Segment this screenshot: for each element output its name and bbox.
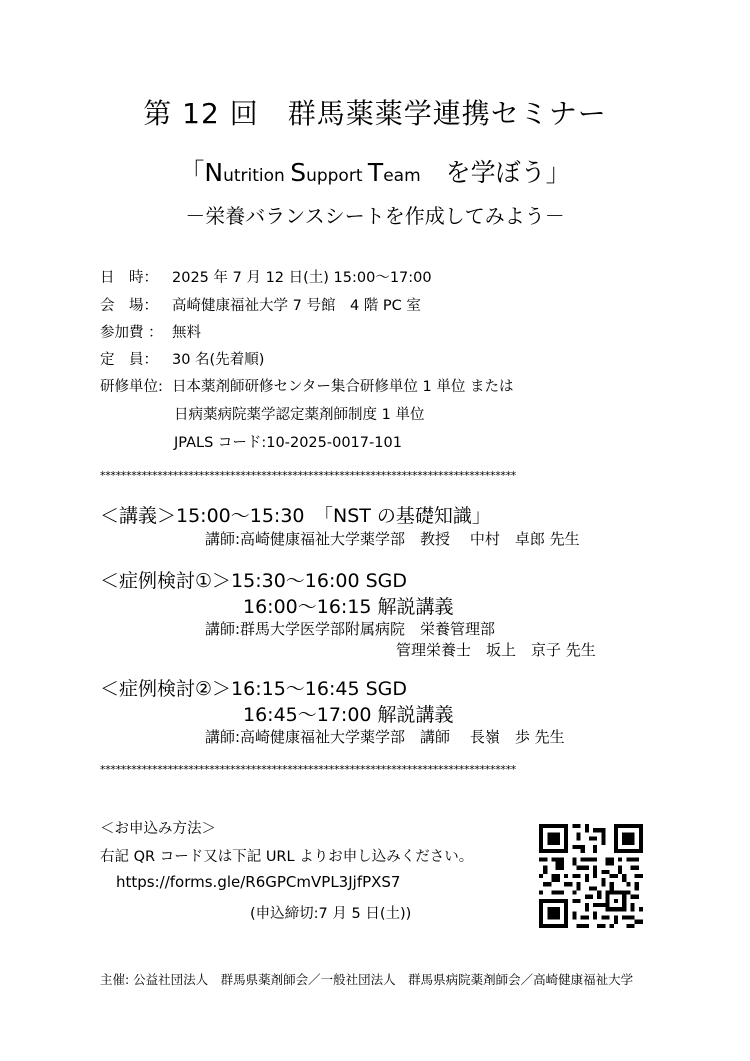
apply-instruction: 右記 QR コード又は下記 URL よりお申し込みください。 xyxy=(100,849,474,865)
venue-label: 会 場： xyxy=(100,298,158,314)
info-capacity-row xyxy=(100,348,264,369)
credit-line-2: 日病薬病院薬学認定薬剤師制度 1 単位 xyxy=(174,407,425,423)
credit-line-1: 日本薬剤師研修センター集合研修単位 1 単位 または xyxy=(172,379,514,395)
subtitle-word-nutrition-rest: utrition xyxy=(223,166,291,186)
subtitle-word-team-rest: eam xyxy=(383,166,421,186)
page-title: 第 12 回 群馬薬薬学連携セミナー xyxy=(143,97,607,130)
session-case1-lecturer-1: 講師:群馬大学医学部附属病院 栄養管理部 xyxy=(205,620,496,638)
qr-code-icon[interactable] xyxy=(539,824,643,928)
session-lecture-lecturer: 講師:高崎健康福祉大学薬学部 教授 中村 卓郎 先生 xyxy=(205,530,580,548)
venue-value: 高崎健康福祉大学 7 号館 4 階 PC 室 xyxy=(172,298,421,314)
session-case1-line1: ＜症例検討①＞15:30～16:00 SGD xyxy=(100,570,407,592)
info-date-row xyxy=(100,266,432,287)
session-case1-line2: 16:00～16:15 解説講義 xyxy=(243,596,454,618)
session-case2-line2: 16:45～17:00 解説講義 xyxy=(243,704,454,726)
session-lecture: ＜講義＞15:00～15:30 「NST の基礎知識」 xyxy=(100,505,491,527)
fee-value: 無料 xyxy=(172,325,201,341)
info-fee-row xyxy=(100,321,201,342)
credit-label: 研修単位: xyxy=(100,379,163,395)
capacity-label: 定 員： xyxy=(100,352,158,368)
apply-deadline: (申込締切:7 月 5 日(土)) xyxy=(250,906,412,922)
subtitle-word-support-initial: S xyxy=(290,158,307,187)
separator-bottom: ******************************************************************************** xyxy=(100,763,517,776)
subtitle-open-bracket: 「 xyxy=(179,158,205,187)
credit-line-3: JPALS コード:10-2025-0017-101 xyxy=(174,435,402,451)
tagline: －栄養バランスシートを作成してみよう－ xyxy=(185,204,565,228)
fee-label: 参加費 ： xyxy=(100,325,163,341)
subtitle-tail: を学ぼう」 xyxy=(420,158,571,187)
session-case2-line1: ＜症例検討②＞16:15～16:45 SGD xyxy=(100,678,407,700)
separator-top: ******************************************************************************** xyxy=(100,469,517,482)
info-venue-row xyxy=(100,294,421,315)
organizers-footer: 主催: 公益社団法人 群馬県薬剤師会／一般社団法人 群馬県病院薬剤師会／高崎健康福祉大学 xyxy=(100,972,634,987)
subtitle-word-support-rest: upport xyxy=(306,166,368,186)
info-credit-row xyxy=(100,375,513,396)
session-case1-lecturer-2: 管理栄養士 坂上 京子 先生 xyxy=(396,641,596,659)
apply-heading: ＜お申込み方法＞ xyxy=(100,821,216,837)
date-label: 日 時： xyxy=(100,270,158,286)
apply-url-link[interactable]: https://forms.gle/R6GPCmVPL3JjfPXS7 xyxy=(116,873,401,891)
capacity-value: 30 名(先着順) xyxy=(172,352,265,368)
subtitle-word-nutrition-initial: N xyxy=(204,158,224,187)
date-value: 2025 年 7 月 12 日(土) 15:00～17:00 xyxy=(172,270,432,286)
seminar-subtitle xyxy=(0,153,750,189)
subtitle-word-team-initial: T xyxy=(367,158,384,187)
session-case2-lecturer: 講師:高崎健康福祉大学薬学部 講師 長嶺 歩 先生 xyxy=(205,728,565,746)
